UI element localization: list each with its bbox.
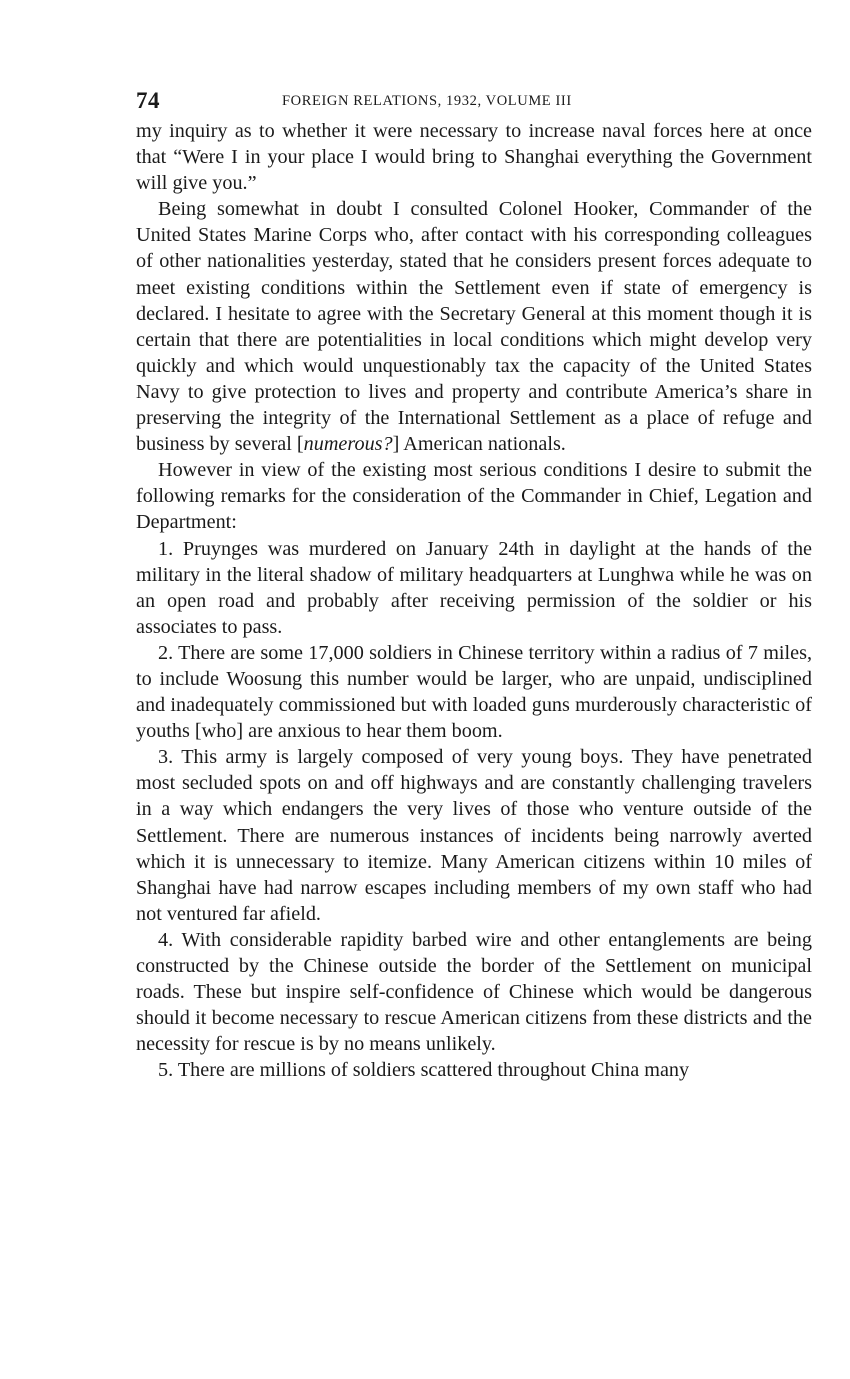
editorial-insertion: numerous? bbox=[303, 433, 393, 456]
running-head: FOREIGN RELATIONS, 1932, VOLUME III bbox=[282, 93, 572, 109]
list-item-3: 3. This army is largely composed of very young boys. They have penetrated most secluded spots on and off highways and are constantly challenging travelers in a way which endangers the very lives of those who venture outside of the Settlement. There are numerous instances of incidents being narrowly averted which it is unnecessary to itemize. Many American citizens within 10 miles of Shanghai have had narrow escapes including members of my own staff who had not ventured far afield. bbox=[136, 746, 812, 925]
list-item-5: 5. There are millions of soldiers scattered throughout China many bbox=[158, 1059, 690, 1082]
page-header bbox=[136, 88, 812, 118]
page-number: 74 bbox=[136, 88, 160, 113]
list-item-1: 1. Pruynges was murdered on January 24th in daylight at the hands of the military in the literal shadow of military headquarters at Lunghwa while he was on an open road and probably after receiving permission of the soldier or his associates to pass. bbox=[136, 537, 812, 638]
body-text bbox=[136, 118, 812, 1083]
paragraph-hooker-text: Being somewhat in doubt I consulted Colonel Hooker, Commander of the United States Marine Corps who, after contact with his corresponding colleagues of other nationalities yesterday, stated that he considers present forces adequate to meet existing conditions within the Settlement even if state of emergency is declared. I hesitate to agree with the Secretary General at this moment though it is certain that there are potentialities in local conditions which might develop very quickly and which would unquestionably tax the capacity of the United States Navy to give protection to lives and property and contribute America’s share in preserving the integrity of the International Settlement as a place of refuge and business by several [ bbox=[136, 198, 812, 456]
document-page bbox=[136, 88, 812, 1083]
list-item-4: 4. With considerable rapidity barbed wire and other entanglements are being constructed by the Chinese outside the border of the Settlement on municipal roads. These but inspire self-confidence of Chinese which would be dangerous should it become necessary to rescue American citizens from these districts and the necessity for rescue is by no means unlikely. bbox=[136, 928, 812, 1056]
paragraph-however: However in view of the existing most serious conditions I desire to submit the following remarks for the consideration of the Commander in Chief, Legation and Department: bbox=[136, 459, 812, 534]
paragraph-hooker-end: ] American nationals. bbox=[392, 433, 566, 456]
list-item-2: 2. There are some 17,000 soldiers in Chinese territory within a radius of 7 miles, to include Woosung this number would be larger, who are unpaid, undisciplined and inadequately commissioned but with loaded guns murderously characteristic of youths [who] are anxious to hear them boom. bbox=[136, 641, 812, 743]
paragraph-continuation: my inquiry as to whether it were necessary to increase naval forces here at once that “Were I in your place I would bring to Shanghai everything the Government will give you.” bbox=[136, 120, 812, 195]
paragraph-hooker bbox=[136, 196, 812, 457]
